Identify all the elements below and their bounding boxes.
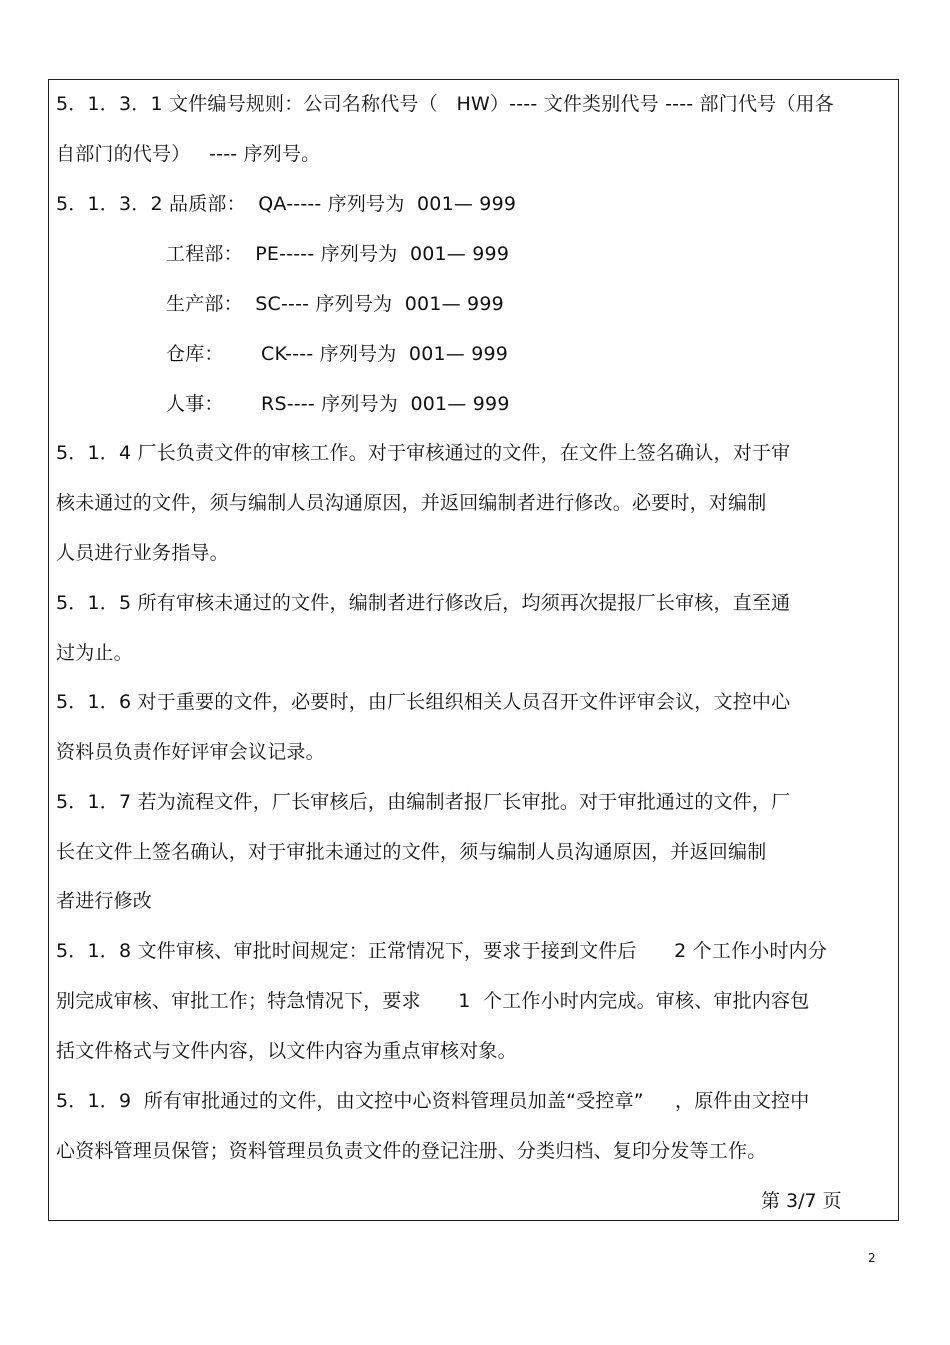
text-line: 别完成审核、审批工作；特急情况下，要求 1 个工作小时内完成。审核、审批内容包 <box>56 990 810 1012</box>
text-line: 5．1．8 文件审核、审批时间规定：正常情况下，要求于接到文件后 2 个工作小时内分 <box>56 940 828 962</box>
text-line: 括文件格式与文件内容，以文件内容为重点审核对象。 <box>56 1040 517 1062</box>
text-line: 5．1．9 所有审批通过的文件，由文控中心资料管理员加盖“受控章” ，原件由文控中 <box>56 1090 810 1112</box>
text-line: 5．1．3．2 品质部： QA----- 序列号为 001— 999 <box>56 193 517 215</box>
text-line: 5．1．6 对于重要的文件，必要时，由厂长组织相关人员召开文件评审会议，文控中心 <box>56 691 791 713</box>
text-line: 人员进行业务指导。 <box>56 542 229 564</box>
text-line: 5．1．4 厂长负责文件的审核工作。对于审核通过的文件，在文件上签名确认，对于审 <box>56 442 791 464</box>
text-line: 5．1．3．1 文件编号规则：公司名称代号（ HW）---- 文件类别代号 ---- 部门代号（用各 <box>56 93 834 115</box>
text-line: 5．1．5 所有审核未通过的文件，编制者进行修改后，均须再次提报厂长审核，直至通 <box>56 592 791 614</box>
text-line: 心资料管理员保管；资料管理员负责文件的登记注册、分类归档、复印分发等工作。 <box>56 1140 767 1162</box>
text-line: 仓库： CK---- 序列号为 001— 999 <box>166 343 509 365</box>
text-line: 过为止。 <box>56 642 133 664</box>
page-footer: 第 3/7 页 <box>761 1190 842 1212</box>
text-line: 自部门的代号） ---- 序列号。 <box>56 143 321 165</box>
text-line: 人事： RS---- 序列号为 001— 999 <box>166 393 510 415</box>
text-line: 长在文件上签名确认，对于审批未通过的文件，须与编制人员沟通原因，并返回编制 <box>56 841 767 863</box>
text-line: 工程部： PE----- 序列号为 001— 999 <box>166 243 510 265</box>
text-line: 5．1．7 若为流程文件，厂长审核后，由编制者报厂长审批。对于审批通过的文件，厂 <box>56 791 791 813</box>
text-line: 核未通过的文件，须与编制人员沟通原因，并返回编制者进行修改。必要时，对编制 <box>56 492 767 514</box>
text-line: 生产部： SC---- 序列号为 001— 999 <box>166 293 504 315</box>
text-line: 者进行修改 <box>56 890 153 912</box>
text-line: 资料员负责作好评审会议记录。 <box>56 741 325 763</box>
page-number: 2 <box>868 1251 876 1265</box>
